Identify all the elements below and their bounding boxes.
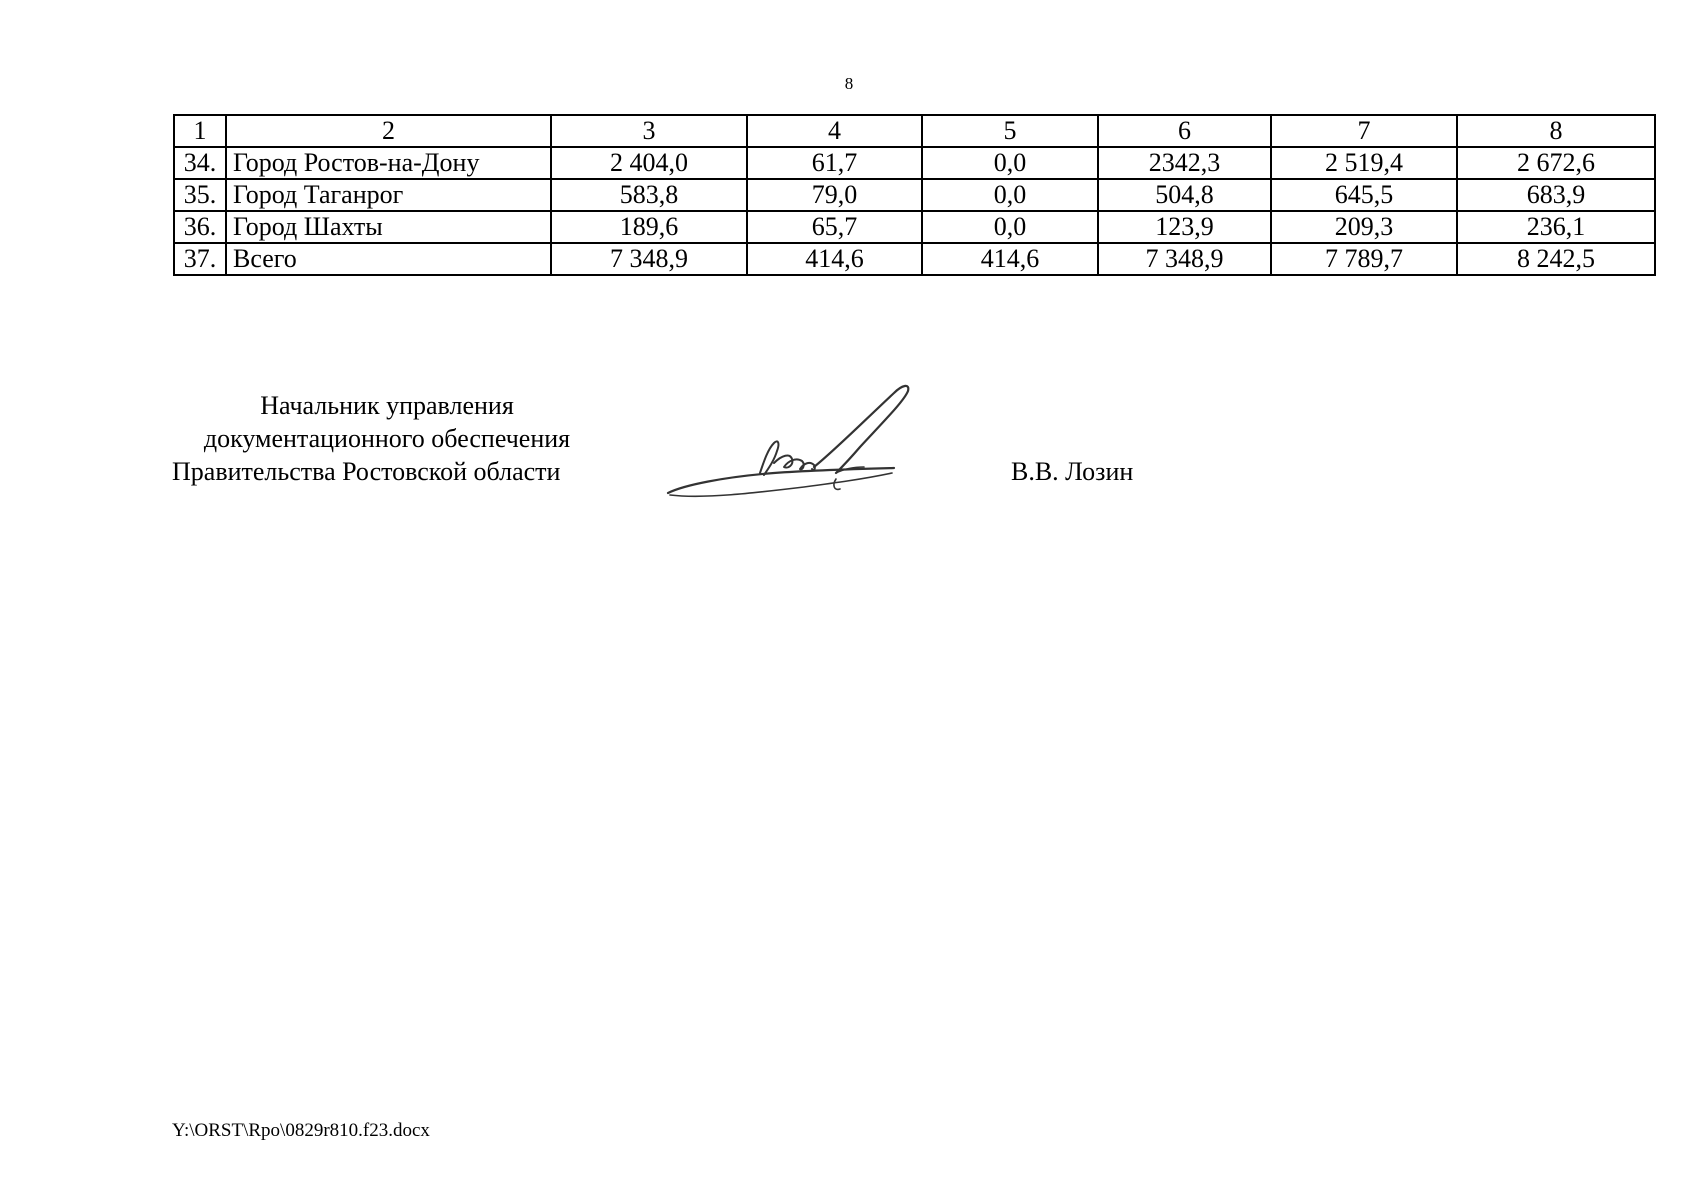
row-name: Город Таганрог [226, 179, 551, 211]
column-header: 6 [1098, 115, 1271, 147]
table-cell: 61,7 [747, 147, 922, 179]
row-number: 37. [174, 243, 226, 275]
table-cell: 2342,3 [1098, 147, 1271, 179]
signature-title-line: Правительства Ростовской области [172, 457, 561, 486]
column-header: 4 [747, 115, 922, 147]
handwritten-signature [664, 381, 954, 503]
table-cell: 7 789,7 [1271, 243, 1457, 275]
table-cell: 7 348,9 [551, 243, 747, 275]
table-cell: 645,5 [1271, 179, 1457, 211]
row-name: Город Шахты [226, 211, 551, 243]
table-cell: 2 404,0 [551, 147, 747, 179]
file-path-footer: Y:\ORST\Rpo\0829r810.f23.docx [172, 1120, 430, 1141]
table-cell: 0,0 [922, 211, 1098, 243]
row-name: Всего [226, 243, 551, 275]
table-row [174, 211, 1655, 243]
column-header: 1 [174, 115, 226, 147]
column-header: 2 [226, 115, 551, 147]
signature-title-line: документационного обеспечения [203, 424, 571, 453]
table-row [174, 147, 1655, 179]
table-cell: 65,7 [747, 211, 922, 243]
signature-title [172, 389, 602, 488]
table-cell: 8 242,5 [1457, 243, 1655, 275]
page-number: 8 [844, 74, 854, 93]
signature-title-line: Начальник управления [260, 391, 514, 420]
row-number: 34. [174, 147, 226, 179]
column-header: 8 [1457, 115, 1655, 147]
table-cell: 189,6 [551, 211, 747, 243]
table-cell: 2 672,6 [1457, 147, 1655, 179]
column-header: 3 [551, 115, 747, 147]
table-cell: 79,0 [747, 179, 922, 211]
table-cell: 123,9 [1098, 211, 1271, 243]
column-header: 7 [1271, 115, 1457, 147]
table-cell: 583,8 [551, 179, 747, 211]
table-cell: 209,3 [1271, 211, 1457, 243]
table-cell: 0,0 [922, 179, 1098, 211]
table-cell: 683,9 [1457, 179, 1655, 211]
table-row [174, 243, 1655, 275]
table-header-row [174, 115, 1655, 147]
row-name: Город Ростов-на-Дону [226, 147, 551, 179]
data-table [173, 114, 1656, 276]
column-header: 5 [922, 115, 1098, 147]
row-number: 35. [174, 179, 226, 211]
table-cell: 0,0 [922, 147, 1098, 179]
table-cell: 7 348,9 [1098, 243, 1271, 275]
table-cell: 2 519,4 [1271, 147, 1457, 179]
table-cell: 236,1 [1457, 211, 1655, 243]
table-row [174, 179, 1655, 211]
signer-name: В.В. Лозин [1011, 457, 1134, 486]
table-cell: 414,6 [747, 243, 922, 275]
row-number: 36. [174, 211, 226, 243]
table-cell: 414,6 [922, 243, 1098, 275]
table-cell: 504,8 [1098, 179, 1271, 211]
